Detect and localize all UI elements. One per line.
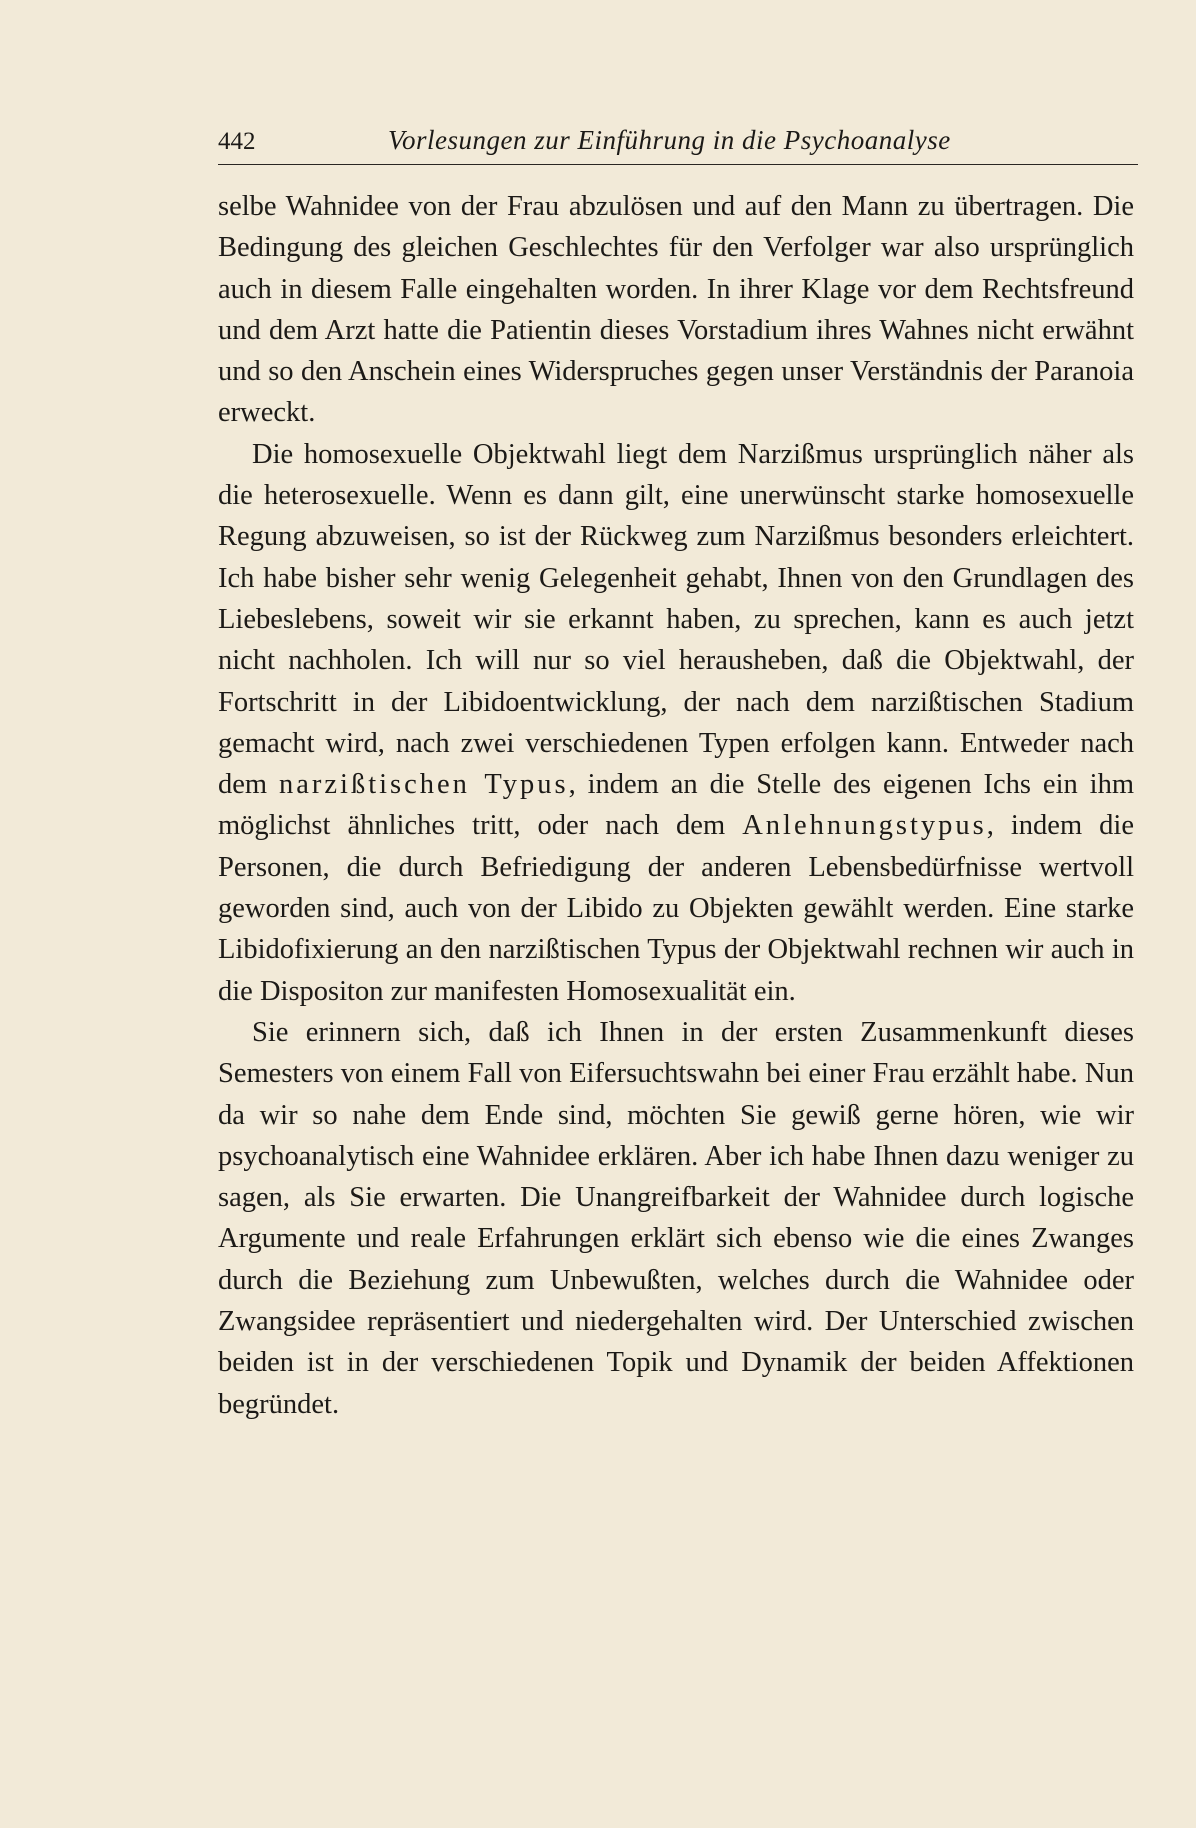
page-number: 442 bbox=[218, 128, 256, 155]
text-run: , indem die Personen, die durch Befriedigung der anderen Lebensbedürfnisse wertvoll geworden sind, auch von der Libido zu Objekten gewählt werden. Eine starke Libidofixierung an den narzißtischen Typus der Objektwahl rechnen wir auch in die Dispositon zur manifesten Homosexualität ein. bbox=[218, 810, 1134, 1007]
running-head bbox=[218, 121, 1138, 165]
emphasized-term: Anlehnungstypus bbox=[742, 810, 987, 842]
paragraph bbox=[218, 434, 1134, 1012]
running-title: Vorlesungen zur Einführung in die Psychoanalyse bbox=[388, 125, 951, 155]
paragraph: selbe Wahnidee von der Frau abzulösen und auf den Mann zu übertragen. Die Bedingung des gleichen Geschlechtes für den Verfolger war also ursprünglich auch in diesem Falle eingehalten worden. In ihrer Klage vor dem Rechtsfreund und dem Arzt hatte die Patientin dieses Vorstadium ihres Wahnes nicht erwähnt und so den Anschein eines Widerspruches gegen unser Verständnis der Paranoia erweckt. bbox=[218, 191, 1134, 429]
text-run: Die homosexuelle Objektwahl liegt dem Narzißmus ursprünglich näher als die heterosexuelle. Wenn es dann gilt, eine unerwünscht starke homosexuelle Regung abzuweisen, so ist der Rückweg zum Narzißmus besonders erleichtert. Ich habe bisher sehr wenig Gelegenheit gehabt, Ihnen von den Grundlagen des Liebeslebens, soweit wir sie erkannt haben, zu sprechen, kann es auch jetzt nicht nachholen. Ich will nur so viel herausheben, daß die Objektwahl, der Fortschritt in der Libidoentwicklung, der nach dem narzißtischen Stadium gemacht wird, nach zwei verschiedenen Typen erfolgen kann. Entweder nach dem bbox=[218, 438, 1134, 801]
paragraph: Sie erinnern sich, daß ich Ihnen in der ersten Zusammenkunft dieses Semesters von einem Fall von Eifersuchtswahn bei einer Frau erzählt habe. Nun da wir so nahe dem Ende sind, möchten Sie gewiß gerne hören, wie wir psychoanalytisch eine Wahnidee erklären. Aber ich habe Ihnen dazu weniger zu sagen, als Sie erwarten. Die Unangreifbarkeit der Wahnidee durch logische Argumente und reale Erfahrungen erklärt sich ebenso wie die eines Zwanges durch die Beziehung zum Unbewußten, welches durch die Wahnidee oder Zwangsidee repräsentiert und niedergehalten wird. Der Unterschied zwischen beiden ist in der verschiedenen Topik und Dynamik der beiden Affektionen begründet. bbox=[218, 1016, 1134, 1420]
text-run: , indem an die Stelle des eigenen Ichs ein ihm möglichst ähnliches tritt, oder nach dem bbox=[218, 769, 1134, 842]
body-text bbox=[218, 186, 1134, 1425]
emphasized-term: narzißtischen Typus bbox=[278, 769, 569, 801]
